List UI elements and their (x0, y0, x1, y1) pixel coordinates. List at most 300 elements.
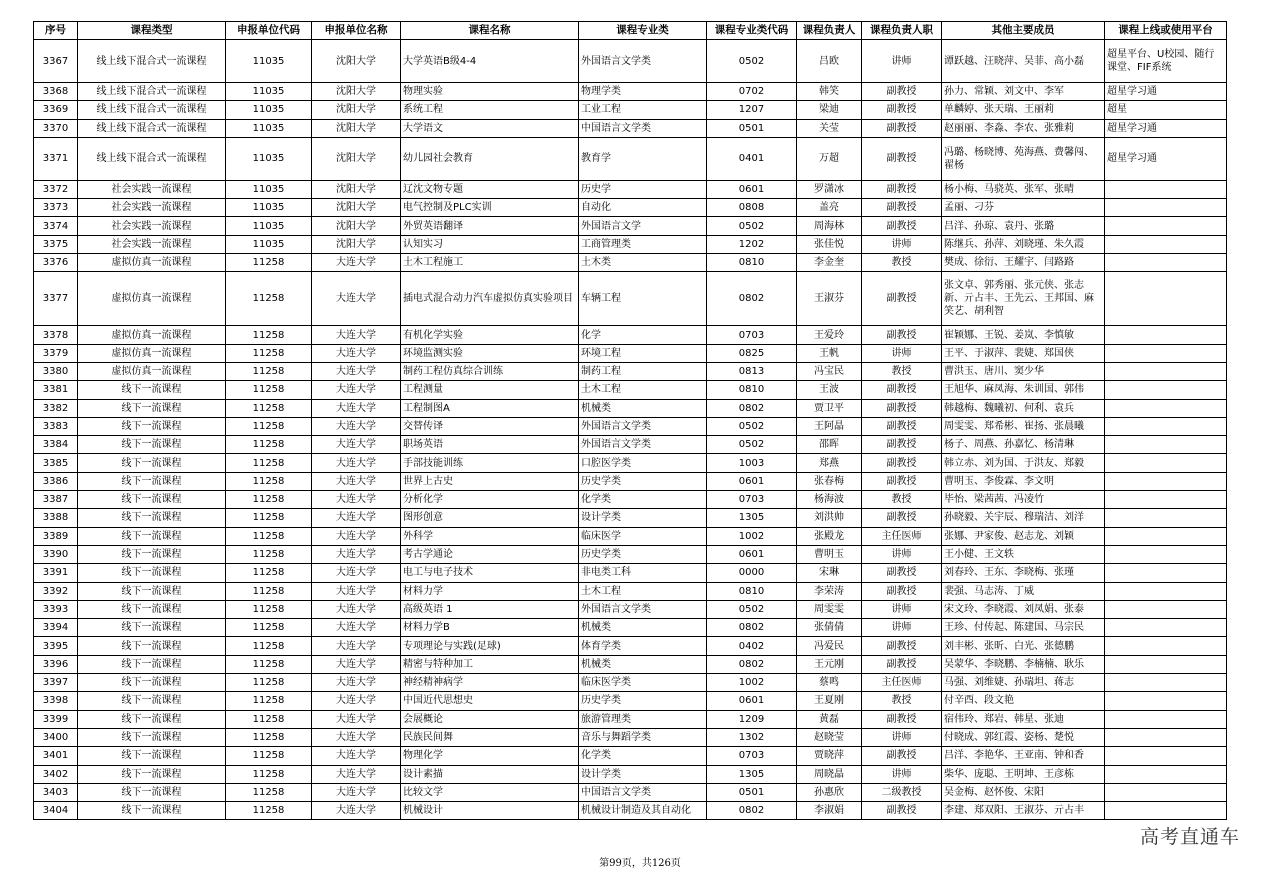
table-row (34, 40, 1227, 83)
cell-major-code: 0813 (707, 362, 797, 380)
cell-platform (1105, 564, 1227, 582)
cell-major-category: 制药工程 (579, 362, 707, 380)
table-row (34, 564, 1227, 582)
cell-major-category: 中国语言文学类 (579, 783, 707, 801)
cell-course-type: 线上线下混合式一流课程 (78, 83, 226, 101)
cell-major-category: 历史学 (579, 180, 707, 198)
cell-lead: 周雯雯 (797, 600, 862, 618)
cell-course-name: 大学英语B级4-4 (401, 40, 579, 83)
cell-unit-code: 11258 (226, 655, 312, 673)
cell-unit-code: 11258 (226, 472, 312, 490)
cell-lead: 万超 (797, 137, 862, 180)
cell-platform (1105, 362, 1227, 380)
cell-major-category: 机械类 (579, 619, 707, 637)
cell-course-type: 线上线下混合式一流课程 (78, 101, 226, 119)
cell-platform (1105, 637, 1227, 655)
cell-course-name: 材料力学 (401, 582, 579, 600)
cell-unit-code: 11258 (226, 637, 312, 655)
cell-unit-code: 11035 (226, 217, 312, 235)
cell-course-name: 土木工程施工 (401, 254, 579, 272)
cell-lead-title: 副教授 (862, 199, 942, 217)
cell-lead-title: 副教授 (862, 454, 942, 472)
header-lead: 课程负责人 (797, 22, 862, 40)
cell-lead: 李荣涛 (797, 582, 862, 600)
cell-course-name: 交替传译 (401, 417, 579, 435)
cell-platform (1105, 619, 1227, 637)
table-row (34, 527, 1227, 545)
table-row (34, 747, 1227, 765)
header-major-code: 课程专业类代码 (707, 22, 797, 40)
cell-unit-code: 11258 (226, 326, 312, 344)
cell-lead-title: 副教授 (862, 217, 942, 235)
cell-course-type: 线下一流课程 (78, 417, 226, 435)
cell-unit-code: 11258 (226, 454, 312, 472)
cell-course-name: 材料力学B (401, 619, 579, 637)
cell-lead-title: 副教授 (862, 472, 942, 490)
cell-major-category: 体育学类 (579, 637, 707, 655)
cell-course-type: 虚拟仿真一流课程 (78, 272, 226, 326)
cell-unit-name: 大连大学 (312, 362, 401, 380)
cell-lead: 王淑芬 (797, 272, 862, 326)
cell-platform: 超星学习通 (1105, 83, 1227, 101)
cell-lead-title: 教授 (862, 692, 942, 710)
table-row (34, 674, 1227, 692)
cell-lead: 罗潇冰 (797, 180, 862, 198)
header-major-category: 课程专业类 (579, 22, 707, 40)
cell-major-code: 1302 (707, 728, 797, 746)
header-lead-title: 课程负责人职 (862, 22, 942, 40)
cell-index: 3393 (34, 600, 78, 618)
cell-platform (1105, 254, 1227, 272)
table-row (34, 119, 1227, 137)
cell-course-type: 线下一流课程 (78, 527, 226, 545)
cell-unit-code: 11035 (226, 83, 312, 101)
cell-unit-code: 11258 (226, 802, 312, 820)
cell-lead: 关莹 (797, 119, 862, 137)
cell-course-name: 机械设计 (401, 802, 579, 820)
cell-index: 3377 (34, 272, 78, 326)
cell-lead-title: 副教授 (862, 637, 942, 655)
cell-platform (1105, 217, 1227, 235)
cell-unit-name: 大连大学 (312, 783, 401, 801)
cell-index: 3400 (34, 728, 78, 746)
cell-index: 3387 (34, 491, 78, 509)
cell-lead-title: 副教授 (862, 399, 942, 417)
cell-major-category: 工商管理类 (579, 235, 707, 253)
table-row (34, 417, 1227, 435)
cell-major-category: 外国语言文学 (579, 217, 707, 235)
cell-major-code: 0601 (707, 692, 797, 710)
cell-lead: 冯宝民 (797, 362, 862, 380)
cell-lead: 王波 (797, 381, 862, 399)
cell-platform (1105, 344, 1227, 362)
cell-major-code: 0810 (707, 381, 797, 399)
cell-course-name: 电气控制及PLC实训 (401, 199, 579, 217)
cell-unit-name: 大连大学 (312, 765, 401, 783)
cell-course-type: 线下一流课程 (78, 674, 226, 692)
cell-unit-code: 11258 (226, 491, 312, 509)
cell-unit-name: 大连大学 (312, 564, 401, 582)
cell-lead: 冯爱民 (797, 637, 862, 655)
cell-platform (1105, 180, 1227, 198)
cell-members: 张娜、尹家俊、赵志龙、刘颖 (942, 527, 1105, 545)
cell-lead-title: 讲师 (862, 765, 942, 783)
cell-course-name: 神经精神病学 (401, 674, 579, 692)
cell-index: 3389 (34, 527, 78, 545)
cell-major-code: 1305 (707, 509, 797, 527)
table-row (34, 326, 1227, 344)
table-row (34, 399, 1227, 417)
cell-course-name: 比较文学 (401, 783, 579, 801)
cell-course-name: 世界上古史 (401, 472, 579, 490)
cell-members: 王平、于淑萍、裴婕、郑国侠 (942, 344, 1105, 362)
cell-major-code: 0501 (707, 783, 797, 801)
cell-unit-name: 大连大学 (312, 254, 401, 272)
cell-lead: 张倩倩 (797, 619, 862, 637)
cell-index: 3367 (34, 40, 78, 83)
cell-unit-code: 11258 (226, 362, 312, 380)
header-course-name: 课程名称 (401, 22, 579, 40)
cell-course-type: 虚拟仿真一流课程 (78, 254, 226, 272)
cell-lead: 刘洪帅 (797, 509, 862, 527)
cell-members: 杨子、周燕、孙嘉忆、杨清琳 (942, 436, 1105, 454)
cell-major-category: 历史学类 (579, 472, 707, 490)
cell-members: 刘丰彬、张昕、白光、张德鹏 (942, 637, 1105, 655)
cell-course-name: 幼儿园社会教育 (401, 137, 579, 180)
cell-course-type: 线下一流课程 (78, 710, 226, 728)
cell-members: 谭跃越、汪晓萍、吴菲、高小磊 (942, 40, 1105, 83)
cell-major-category: 设计学类 (579, 509, 707, 527)
cell-lead-title: 副教授 (862, 509, 942, 527)
cell-major-category: 临床医学 (579, 527, 707, 545)
cell-lead-title: 副教授 (862, 417, 942, 435)
cell-unit-code: 11258 (226, 564, 312, 582)
table-row (34, 765, 1227, 783)
cell-index: 3392 (34, 582, 78, 600)
cell-members: 吴蒙华、李晓鹏、李楠楠、耿乐 (942, 655, 1105, 673)
cell-course-type: 线下一流课程 (78, 545, 226, 563)
cell-lead: 王阿晶 (797, 417, 862, 435)
cell-members: 冯璐、杨晓博、苑海燕、费馨闯、翟杨 (942, 137, 1105, 180)
cell-index: 3382 (34, 399, 78, 417)
cell-lead-title: 教授 (862, 362, 942, 380)
cell-major-category: 土木类 (579, 254, 707, 272)
cell-major-category: 机械类 (579, 655, 707, 673)
cell-platform (1105, 600, 1227, 618)
cell-lead: 王帆 (797, 344, 862, 362)
cell-platform (1105, 417, 1227, 435)
cell-course-type: 虚拟仿真一流课程 (78, 326, 226, 344)
cell-lead-title: 主任医师 (862, 527, 942, 545)
table-row (34, 180, 1227, 198)
cell-course-name: 工程测量 (401, 381, 579, 399)
cell-course-name: 手部技能训练 (401, 454, 579, 472)
cell-lead: 李金奎 (797, 254, 862, 272)
cell-major-category: 临床医学类 (579, 674, 707, 692)
cell-platform: 超星平台、U校园、随行课堂、FIF系统 (1105, 40, 1227, 83)
cell-lead: 李淑娟 (797, 802, 862, 820)
cell-platform (1105, 545, 1227, 563)
cell-platform (1105, 527, 1227, 545)
cell-lead-title: 讲师 (862, 545, 942, 563)
cell-unit-name: 大连大学 (312, 710, 401, 728)
cell-major-category: 外国语言文学类 (579, 40, 707, 83)
cell-course-name: 会展概论 (401, 710, 579, 728)
cell-course-name: 认知实习 (401, 235, 579, 253)
cell-major-category: 外国语言文学类 (579, 600, 707, 618)
header-platform: 课程上线或使用平台 (1105, 22, 1227, 40)
cell-course-name: 民族民间舞 (401, 728, 579, 746)
cell-platform (1105, 326, 1227, 344)
cell-platform (1105, 728, 1227, 746)
cell-lead: 张殿龙 (797, 527, 862, 545)
cell-unit-code: 11258 (226, 710, 312, 728)
cell-major-code: 0601 (707, 180, 797, 198)
cell-lead: 贾晓萍 (797, 747, 862, 765)
cell-unit-code: 11258 (226, 344, 312, 362)
cell-unit-code: 11035 (226, 199, 312, 217)
header-unit-name: 申报单位名称 (312, 22, 401, 40)
cell-index: 3371 (34, 137, 78, 180)
cell-lead: 韩笑 (797, 83, 862, 101)
cell-major-category: 旅游管理类 (579, 710, 707, 728)
cell-platform (1105, 509, 1227, 527)
cell-lead-title: 教授 (862, 254, 942, 272)
cell-course-type: 线下一流课程 (78, 454, 226, 472)
cell-course-type: 线下一流课程 (78, 783, 226, 801)
cell-members: 毕怡、梁茜茜、冯凌竹 (942, 491, 1105, 509)
cell-unit-name: 沈阳大学 (312, 40, 401, 83)
cell-course-type: 线下一流课程 (78, 399, 226, 417)
cell-lead: 宋琳 (797, 564, 862, 582)
table-row (34, 802, 1227, 820)
cell-unit-name: 沈阳大学 (312, 101, 401, 119)
table-row (34, 199, 1227, 217)
cell-major-code: 0502 (707, 417, 797, 435)
header-members: 其他主要成员 (942, 22, 1105, 40)
table-row (34, 783, 1227, 801)
cell-members: 吕洋、李艳华、王亚南、钟和香 (942, 747, 1105, 765)
table-row (34, 436, 1227, 454)
cell-members: 宿伟玲、郑岩、韩星、张迪 (942, 710, 1105, 728)
cell-course-type: 线下一流课程 (78, 436, 226, 454)
table-row (34, 728, 1227, 746)
cell-unit-code: 11258 (226, 600, 312, 618)
cell-lead: 王元刚 (797, 655, 862, 673)
cell-unit-code: 11035 (226, 235, 312, 253)
table-row (34, 137, 1227, 180)
cell-platform (1105, 472, 1227, 490)
cell-lead: 周晓晶 (797, 765, 862, 783)
cell-major-category: 自动化 (579, 199, 707, 217)
cell-unit-name: 沈阳大学 (312, 180, 401, 198)
cell-members: 周雯雯、郑希彬、崔扬、张晨曦 (942, 417, 1105, 435)
cell-unit-name: 大连大学 (312, 381, 401, 399)
cell-major-code: 1002 (707, 674, 797, 692)
cell-lead: 赵晓莹 (797, 728, 862, 746)
cell-unit-name: 大连大学 (312, 582, 401, 600)
cell-course-name: 辽沈文物专题 (401, 180, 579, 198)
cell-index: 3378 (34, 326, 78, 344)
cell-platform (1105, 272, 1227, 326)
cell-platform: 超星学习通 (1105, 137, 1227, 180)
cell-lead-title: 副教授 (862, 119, 942, 137)
cell-major-code: 1209 (707, 710, 797, 728)
cell-unit-name: 沈阳大学 (312, 235, 401, 253)
cell-index: 3395 (34, 637, 78, 655)
cell-unit-code: 11258 (226, 619, 312, 637)
cell-major-category: 非电类工科 (579, 564, 707, 582)
cell-major-category: 历史学类 (579, 692, 707, 710)
cell-unit-code: 11035 (226, 180, 312, 198)
cell-unit-code: 11258 (226, 783, 312, 801)
cell-course-name: 图形创意 (401, 509, 579, 527)
cell-lead: 张春梅 (797, 472, 862, 490)
cell-index: 3391 (34, 564, 78, 582)
table-row (34, 600, 1227, 618)
cell-major-category: 中国语言文学类 (579, 119, 707, 137)
cell-lead: 张佳悦 (797, 235, 862, 253)
cell-course-type: 虚拟仿真一流课程 (78, 344, 226, 362)
cell-members: 孟丽、刁芬 (942, 199, 1105, 217)
cell-course-name: 物理实验 (401, 83, 579, 101)
cell-index: 3375 (34, 235, 78, 253)
cell-lead: 王夏刚 (797, 692, 862, 710)
cell-unit-name: 沈阳大学 (312, 217, 401, 235)
cell-platform (1105, 454, 1227, 472)
cell-unit-code: 11258 (226, 399, 312, 417)
cell-unit-code: 11258 (226, 582, 312, 600)
cell-major-category: 环境工程 (579, 344, 707, 362)
cell-course-name: 大学语文 (401, 119, 579, 137)
cell-major-code: 0802 (707, 272, 797, 326)
table-row (34, 272, 1227, 326)
cell-members: 裴强、马志涛、丁威 (942, 582, 1105, 600)
table-row (34, 217, 1227, 235)
table-body (34, 40, 1227, 820)
cell-unit-code: 11258 (226, 728, 312, 746)
cell-course-type: 线上线下混合式一流课程 (78, 119, 226, 137)
cell-unit-code: 11258 (226, 381, 312, 399)
cell-lead: 吕欧 (797, 40, 862, 83)
cell-index: 3403 (34, 783, 78, 801)
cell-index: 3368 (34, 83, 78, 101)
cell-major-category: 外国语言文学类 (579, 436, 707, 454)
cell-unit-code: 11035 (226, 137, 312, 180)
cell-course-name: 精密与特种加工 (401, 655, 579, 673)
cell-unit-name: 大连大学 (312, 509, 401, 527)
cell-members: 赵丽丽、李淼、李农、张雅莉 (942, 119, 1105, 137)
cell-members: 王小健、王文轶 (942, 545, 1105, 563)
cell-members: 刘春玲、王东、李晓梅、张瑾 (942, 564, 1105, 582)
cell-course-type: 线下一流课程 (78, 619, 226, 637)
header-row (34, 22, 1227, 40)
cell-platform (1105, 710, 1227, 728)
cell-unit-name: 大连大学 (312, 728, 401, 746)
table-row (34, 692, 1227, 710)
cell-unit-code: 11258 (226, 545, 312, 563)
cell-unit-code: 11035 (226, 101, 312, 119)
cell-unit-name: 大连大学 (312, 619, 401, 637)
cell-major-category: 化学 (579, 326, 707, 344)
cell-index: 3394 (34, 619, 78, 637)
cell-unit-code: 11035 (226, 40, 312, 83)
cell-index: 3381 (34, 381, 78, 399)
cell-unit-code: 11258 (226, 765, 312, 783)
cell-members: 樊成、徐衍、王耀宇、闫路路 (942, 254, 1105, 272)
cell-course-type: 线下一流课程 (78, 765, 226, 783)
cell-major-category: 车辆工程 (579, 272, 707, 326)
cell-index: 3372 (34, 180, 78, 198)
cell-members: 韩立赤、刘为国、于洪友、郑毅 (942, 454, 1105, 472)
cell-major-code: 1207 (707, 101, 797, 119)
cell-major-category: 机械设计制造及其自动化 (579, 802, 707, 820)
cell-major-category: 工业工程 (579, 101, 707, 119)
page-number: 第99页，共126页 (599, 858, 681, 869)
table-row (34, 509, 1227, 527)
cell-index: 3396 (34, 655, 78, 673)
cell-platform (1105, 783, 1227, 801)
cell-major-code: 1202 (707, 235, 797, 253)
table-row (34, 83, 1227, 101)
cell-platform (1105, 802, 1227, 820)
cell-lead: 黄磊 (797, 710, 862, 728)
cell-members: 李建、郑双阳、王淑芬、亓占丰 (942, 802, 1105, 820)
cell-course-type: 线上线下混合式一流课程 (78, 40, 226, 83)
cell-platform (1105, 655, 1227, 673)
cell-index: 3397 (34, 674, 78, 692)
cell-unit-name: 沈阳大学 (312, 137, 401, 180)
cell-lead-title: 副教授 (862, 180, 942, 198)
cell-index: 3374 (34, 217, 78, 235)
cell-index: 3369 (34, 101, 78, 119)
course-table (33, 21, 1227, 820)
cell-lead-title: 副教授 (862, 137, 942, 180)
cell-platform (1105, 692, 1227, 710)
cell-lead-title: 副教授 (862, 83, 942, 101)
cell-members: 崔颖娜、王锐、姜岚、李慎敏 (942, 326, 1105, 344)
cell-members: 吕洋、孙琼、袁丹、张璐 (942, 217, 1105, 235)
cell-unit-name: 大连大学 (312, 272, 401, 326)
table-row (34, 344, 1227, 362)
cell-course-name: 环境监测实验 (401, 344, 579, 362)
cell-major-category: 口腔医学类 (579, 454, 707, 472)
cell-lead: 孙惠欣 (797, 783, 862, 801)
cell-major-code: 0502 (707, 600, 797, 618)
cell-lead-title: 讲师 (862, 728, 942, 746)
cell-lead-title: 副教授 (862, 802, 942, 820)
cell-major-code: 0825 (707, 344, 797, 362)
cell-members: 曹明玉、李俊霖、李文明 (942, 472, 1105, 490)
cell-unit-name: 大连大学 (312, 472, 401, 490)
cell-members: 孙力、常颖、刘文中、李军 (942, 83, 1105, 101)
cell-unit-name: 大连大学 (312, 545, 401, 563)
table-row (34, 254, 1227, 272)
cell-course-type: 社会实践一流课程 (78, 199, 226, 217)
cell-major-code: 1002 (707, 527, 797, 545)
cell-unit-name: 大连大学 (312, 344, 401, 362)
cell-index: 3390 (34, 545, 78, 563)
cell-lead-title: 教授 (862, 491, 942, 509)
cell-major-code: 0501 (707, 119, 797, 137)
cell-major-code: 0502 (707, 217, 797, 235)
cell-lead-title: 副教授 (862, 747, 942, 765)
cell-course-name: 高级英语 1 (401, 600, 579, 618)
cell-course-type: 线下一流课程 (78, 637, 226, 655)
cell-major-category: 土木工程 (579, 381, 707, 399)
cell-unit-name: 大连大学 (312, 527, 401, 545)
cell-lead-title: 副教授 (862, 381, 942, 399)
